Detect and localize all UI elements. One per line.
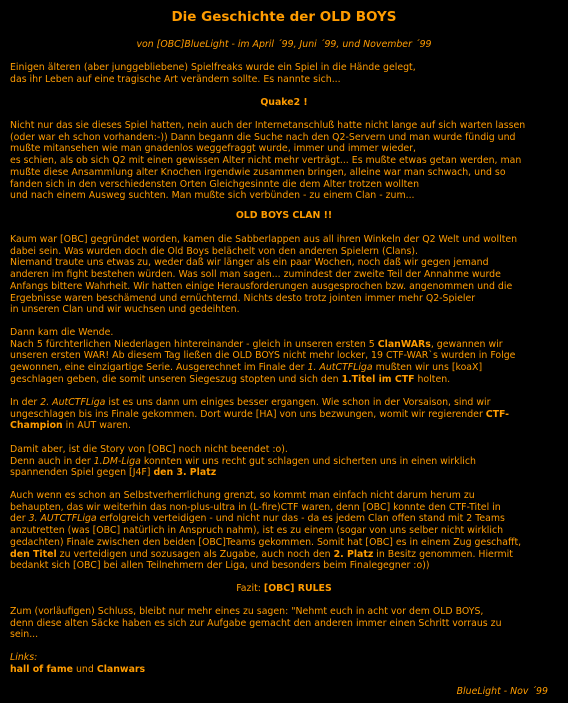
text-line: mußte mitansehen wie man gnadenlos weggefraggt wurde, immer und immer wieder, [10,143,416,155]
placement-emphasis: den 3. Platz [153,467,217,479]
text-segment: geschlagen geben, die somit unseren Siegeszug stopten und sich den [10,373,342,385]
links-label: Links: [10,652,38,663]
text-line: gedachten) Finale zwischen den beiden [OBC]Teams gekommen. Somit hat [OBC] es in einem Zug geschafft, [10,536,522,548]
text-line [10,467,562,479]
text-segment: zu verteidigen und sozusagen als Zugabe, auch noch den [56,548,334,560]
text-line: Damit aber, ist die Story von [OBC] noch nicht beendet :o). [10,444,288,455]
text-line: behaupten, das wir weiterhin das non-plus-ultra in (L-fire)CTF waren, denn [OBC] konnte den CTF-Titel in [10,501,501,513]
byline: von [OBC]BlueLight - im April ´99, Juni ´99, und November ´99 [136,39,432,50]
text-line: Kaum war [OBC] gegründet worden, kamen die Sabberlappen aus all ihren Winkeln der Q2 Welt und wollten [10,234,518,245]
text-segment: in Besitz genommen. Hiermit [373,548,513,560]
text-line [10,420,562,432]
text-line [10,339,562,351]
quake-paragraph [10,120,562,202]
fazit-label: Fazit: [236,583,264,594]
league-name: 3. AUTCTFLiga [28,513,97,525]
clan-paragraph [10,234,562,316]
text-segment: ist es uns dann um einiges besser ergangen. Wie schon in der Vorsaison, sind wir [105,397,491,408]
text-line: denn diese alten Säcke haben es sich zur Aufgabe gemacht den anderen immer einen Schritt vorraus zu [10,617,502,629]
champion-emphasis: CTF- [485,408,510,420]
second-league-paragraph [10,397,562,432]
heading-quake2: Quake2 ! [260,97,308,108]
fazit-line [0,583,568,595]
text-line: dabei sein. Was wurden doch die Old Boys belächelt von den anderen Spielern (Clans). [10,245,418,257]
text-line [10,397,562,409]
links-section [10,652,562,675]
wende-paragraph [10,327,562,386]
champion-emphasis: Champion [10,420,63,432]
text-line: fanden sich in den verschiedensten Orten Gleichgesinnte die dem Alter trotzen wollten [10,178,420,190]
text-line: mußte diese Ansammlung alter Knochen irgendwie zusammen bringen, alleine war man schwach, und so [10,166,506,178]
text-line [10,549,562,561]
text-line: unseren ersten WAR! Ab diesem Tag ließen die OLD BOYS nicht mehr locker, 19 CTF-WAR`s wurden in Folge [10,350,516,362]
text-line: Auch wenn es schon an Selbstverherrlichung grenzt, so kommt man einfach nicht darum herum zu [10,490,475,501]
text-line: sein... [10,629,39,641]
text-segment: konnten wir uns recht gut schlagen und sicherten uns in einen wirklich [140,455,477,467]
text-segment: holten. [414,373,451,385]
text-line: bedankt sich [OBC] bei allen Teilnehmern der Liga, und besonders beim Finalegegner :o)) [10,560,430,572]
league-name: 1. AutCTFLiga [307,362,373,374]
text-segment: erfolgreich verteidigen - und nicht nur das - da es jedem Clan offen stand mit 2 Teams [96,513,505,525]
text-segment: der [10,513,29,525]
links-line [10,664,562,676]
text-line: Nicht nur das sie dieses Spiel hatten, nein auch der Internetanschluß hatte nicht lange auf sich warten lassen [10,120,526,131]
clanwars-link[interactable]: Clanwars [96,663,146,675]
text-segment: in AUT waren. [62,420,131,432]
text-segment: In der [10,397,41,408]
text-line [10,456,562,468]
text-line [10,513,562,525]
dm-league-paragraph [10,444,562,479]
text-segment: Denn auch in der [10,455,94,467]
league-name: 2. AutCTFLiga [40,397,106,408]
heading-old-boys-clan: OLD BOYS CLAN !! [235,210,333,221]
title-emphasis: den Titel [10,548,57,560]
text-segment: , gewannen wir [430,338,503,350]
text-line: Zum (vorläufigen) Schluss, bleibt nur mehr eines zu sagen: "Nehmt euch in acht vor dem OLD BOYS, [10,606,484,617]
signature: BlueLight - Nov ´99 [456,686,548,697]
hall-of-fame-link[interactable]: hall of fame [10,663,74,675]
text-line: es schien, als ob sich Q2 mit einen gewissen Alter nicht mehr verträgt... Es mußte etwas getan werden, man [10,155,522,167]
closing-paragraph [10,606,562,641]
text-line: Einigen älteren (aber junggebliebene) Spielfreaks wurde ein Spiel in die Hände gelegt, [10,62,416,73]
text-line: anzutretten (was [OBC] natürlich in Anspruch nahm), ist es zu einem (sogar von uns selber nicht wirklich [10,525,504,537]
text-segment: und [73,663,97,675]
text-line [10,374,562,386]
text-segment: gewonnen, eine einzigartige Serie. Ausgerechnet im Finale der [10,362,308,374]
third-league-paragraph [10,490,562,572]
page-title: Die Geschichte der OLD BOYS [171,9,397,25]
text-line: das ihr Leben auf eine tragische Art verändern sollte. Es nannte sich... [10,73,341,85]
text-line [10,409,562,421]
text-line: Niemand traute uns etwas zu, weder daß wir länger als ein paar Wochen, noch daß wir gegen jemand [10,257,489,269]
clanwars-emphasis: ClanWARs [377,338,431,350]
text-segment: ungeschlagen bis ins Finale gekommen. Dort wurde [HA] von uns bezwungen, womit wir regierender [10,408,486,420]
text-line: und nach einem Ausweg suchten. Man mußte sich verbünden - zu einem Clan - zum... [10,190,415,202]
text-segment: spannenden Spiel gegen [J4F] [10,467,154,479]
text-line: in unseren Clan und wir wuchsen und gedeihten. [10,304,240,316]
text-segment: Nach 5 fürchterlichen Niederlagen hintereinander - gleich in unseren ersten 5 [10,338,378,350]
text-line: Ergebnisse waren beschämend und ernüchternd. Nichts desto trotz jointen immer mehr Q2-Spieler [10,292,476,304]
text-line: Dann kam die Wende. [10,327,114,338]
title-emphasis: 1.Titel im CTF [341,373,415,385]
text-line: (oder war eh schon vorhanden:-)) Dann begann die Suche nach den Q2-Servern und man wurde fündig und [10,131,516,143]
intro-paragraph [10,62,562,85]
text-segment: mußten wir uns [koaX] [372,362,483,374]
league-name: 1.DM-Liga [93,455,141,467]
fazit-emphasis: [OBC] RULES [263,583,332,594]
text-line: Anfangs bittere Wahrheit. Wir hatten einige Herausforderungen ausgesprochen bzw. angenommen und die [10,280,513,292]
text-line: anderen im fight bestehen würden. Was soll man sagen... zumindest der zweite Teil der Annahme wurde [10,269,501,281]
placement-emphasis: 2. Platz [333,548,374,560]
text-line [10,362,562,374]
